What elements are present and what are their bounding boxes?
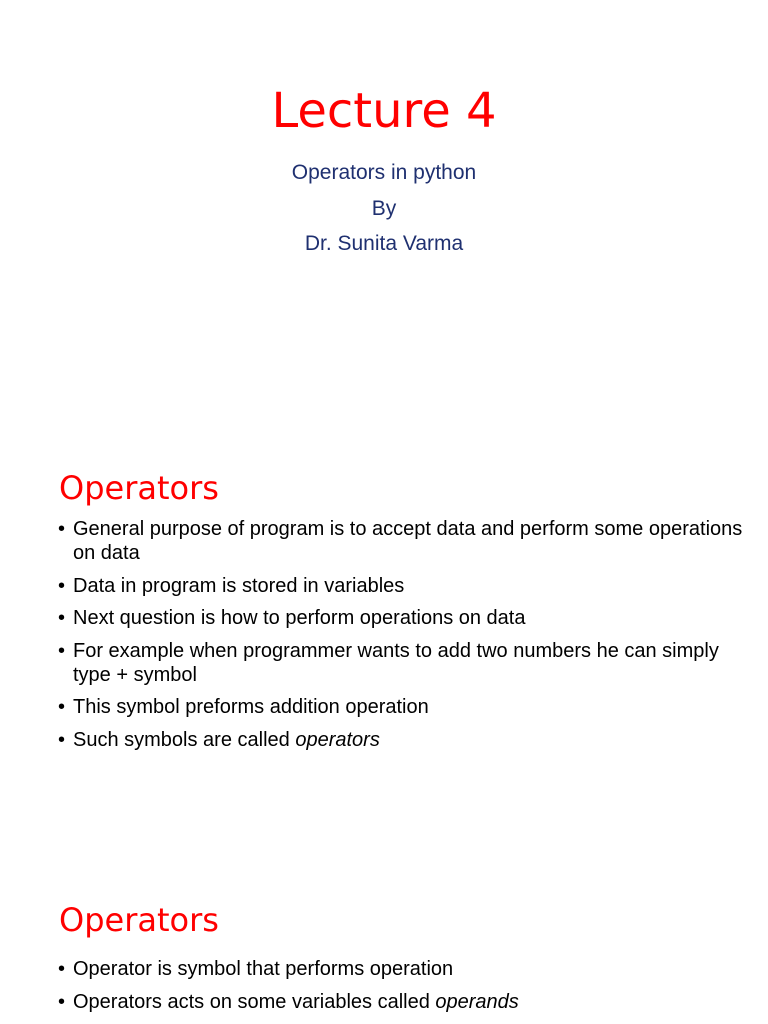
subtitle-topic: Operators in python	[291, 161, 477, 184]
bullet-emphasis: operands	[435, 990, 519, 1013]
bullet-text: Operator is symbol that performs operation	[73, 958, 454, 980]
bullet-item	[58, 990, 748, 1014]
bullet-item	[58, 639, 748, 687]
bullet-text: Operators acts on some variables called	[73, 990, 436, 1013]
bullet-icon: •	[58, 574, 66, 597]
bullet-icon: •	[58, 639, 66, 662]
lecture-title: Lecture 4	[271, 83, 497, 139]
bullet-item	[58, 728, 748, 752]
bullet-text: General purpose of program is to accept data and perform some operations on data	[73, 518, 743, 564]
bullet-icon: •	[58, 696, 66, 718]
bullet-list	[58, 517, 748, 760]
bullet-item	[58, 957, 748, 981]
bullet-icon: •	[58, 958, 66, 980]
bullet-text: Such symbols are called	[73, 728, 296, 751]
subtitle-by: By	[371, 196, 397, 220]
bullet-list	[58, 957, 748, 1022]
bullet-item	[58, 695, 748, 719]
subtitle-author: Dr. Sunita Varma	[304, 232, 464, 255]
bullet-item	[58, 574, 748, 598]
slide-heading: Operators	[59, 901, 219, 939]
slide-heading: Operators	[59, 469, 219, 507]
operators-slide-1	[0, 440, 768, 860]
bullet-item	[58, 517, 748, 565]
bullet-icon: •	[58, 990, 66, 1013]
lecture-subtitle	[0, 155, 768, 262]
bullet-text: For example when programmer wants to add two numbers he can simply type + symbol	[73, 639, 719, 686]
operators-slide-2	[0, 870, 768, 1024]
bullet-emphasis: operators	[295, 728, 380, 751]
bullet-text: This symbol preforms addition operation	[73, 696, 429, 718]
bullet-icon: •	[58, 607, 66, 629]
title-slide	[0, 0, 768, 430]
bullet-text: Next question is how to perform operations on data	[73, 607, 526, 629]
bullet-text: Data in program is stored in variables	[73, 574, 405, 597]
bullet-icon: •	[58, 518, 66, 540]
bullet-icon: •	[58, 728, 66, 751]
bullet-item	[58, 606, 748, 630]
